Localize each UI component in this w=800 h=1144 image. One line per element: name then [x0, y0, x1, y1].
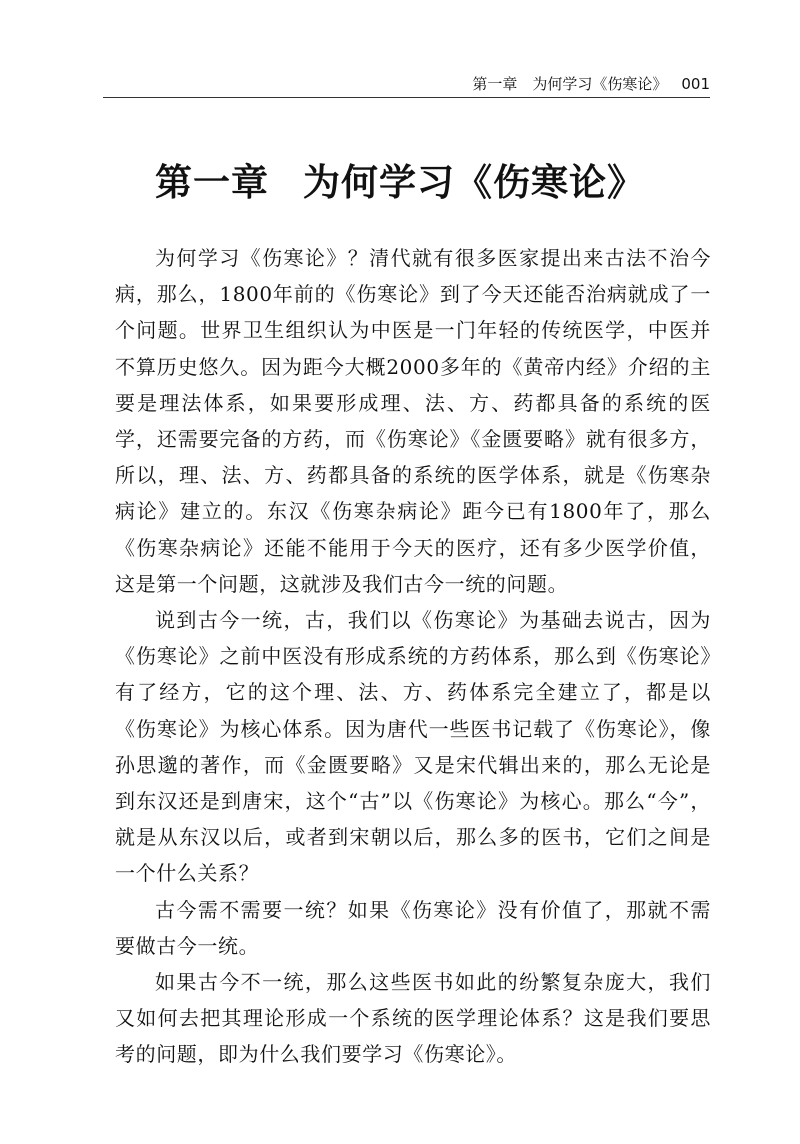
- chapter-title: [0, 158, 800, 208]
- page-number: 001: [681, 75, 710, 93]
- body-text: [115, 240, 711, 1073]
- paragraph-1: 为何学习《伤寒论》？清代就有很多医家提出来古法不治今病，那么，1800年前的《伤寒论》到了今天还能否治病就成了一个问题。世界卫生组织认为中医是一门年轻的传统医学，中医并不算历史悠久。因为距今大概2000多年的《黄帝内经》介绍的主要是理法体系，如果要形成理、法、方、药都具备的系统的医学，还需要完备的方药，而《伤寒论》《金匮要略》就有很多方，所以，理、法、方、药都具备的系统的医学体系，就是《伤寒杂病论》建立的。东汉《伤寒杂病论》距今已有1800年了，那么《伤寒杂病论》还能不能用于今天的医疗，还有多少医学价值，这是第一个问题，这就涉及我们古今一统的问题。: [115, 246, 711, 596]
- chapter-name: 为何学习《伤寒论》: [303, 161, 645, 204]
- paragraph-2: 说到古今一统，古，我们以《伤寒论》为基础去说古，因为《伤寒论》之前中医没有形成系统的方药体系，那么到《伤寒论》有了经方，它的这个理、法、方、药体系完全建立了，都是以《伤寒论》为核心体系。因为唐代一些医书记载了《伤寒论》，像孙思邈的著作，而《金匮要略》又是宋代辑出来的，那么无论是到东汉还是到唐宋，这个“古”以《伤寒论》为核心。那么“今”，就是从东汉以后，或者到宋朝以后，那么多的医书，它们之间是一个什么关系？: [115, 608, 711, 886]
- paragraph-3: 古今需不需要一统？如果《伤寒论》没有价值了，那就不需要做古今一统。: [115, 897, 711, 958]
- chapter-number: 第一章: [155, 161, 269, 204]
- running-header-title: 第一章 为何学习《伤寒论》: [472, 75, 668, 93]
- paragraph-4: 如果古今不一统，那么这些医书如此的纷繁复杂庞大，我们又如何去把其理论形成一个系统的医学理论体系？这是我们要思考的问题，即为什么我们要学习《伤寒论》。: [115, 970, 711, 1067]
- running-header: [103, 73, 710, 98]
